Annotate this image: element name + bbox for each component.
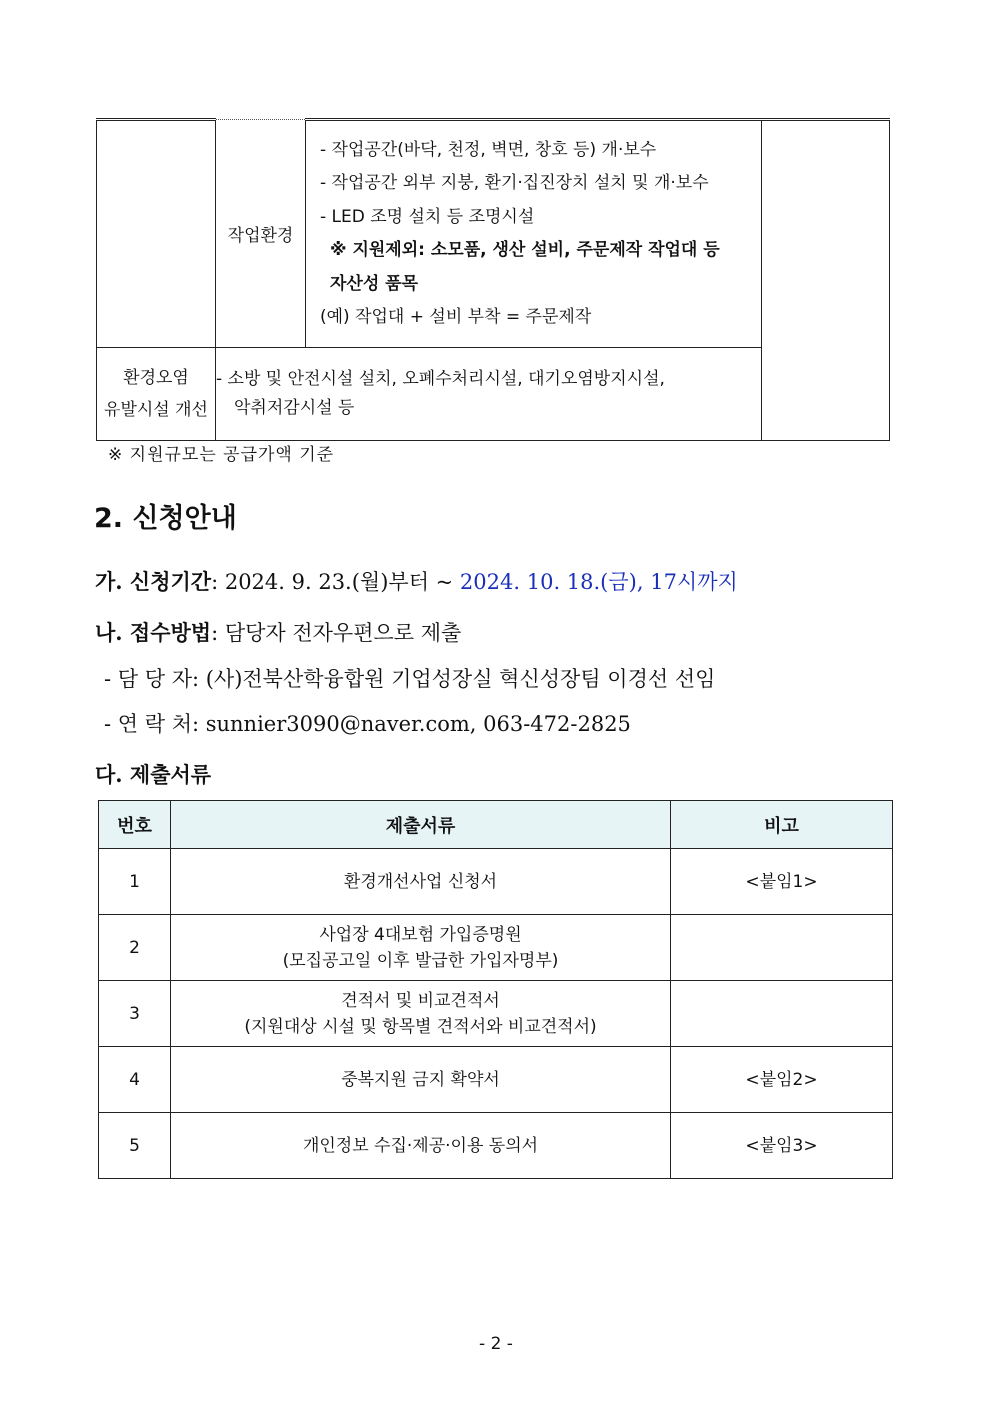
row-number: 1 [99, 849, 171, 915]
row-note: <붙임1> [671, 849, 893, 915]
row-document: 환경개선사업 신청서 [171, 849, 671, 915]
document-line: (모집공고일 이후 발급한 가입자명부) [282, 950, 559, 971]
work-environment-row [97, 120, 890, 348]
submission-docs-table [98, 800, 893, 1179]
period-sep: : [211, 570, 225, 594]
row-note [671, 915, 893, 981]
note-cell-empty [762, 120, 890, 441]
page-number: - 2 - [479, 1334, 513, 1354]
header-number: 번호 [99, 801, 171, 849]
document-line: 사업장 4대보험 가입증명원 [319, 924, 522, 945]
method-label: 나. 접수방법 [95, 620, 212, 645]
subcategory-cell: 작업환경 [216, 120, 306, 348]
manager-line: - 담 당 자: (사)전북산학융합원 기업성장실 혁신성장팀 이경선 선임 [104, 667, 716, 691]
row-note [671, 981, 893, 1047]
row-number: 2 [99, 915, 171, 981]
document-line: (지원대상 시설 및 항목별 견적서와 비교견적서) [244, 1016, 597, 1037]
table-row [99, 1047, 893, 1113]
period-start: 2024. 9. 23.(월)부터 ~ [224, 570, 460, 594]
row-document [171, 915, 671, 981]
table-row [99, 981, 893, 1047]
exclusion-line: ※ 지원제외: 소모품, 생산 설비, 주문제작 작업대 등 [330, 240, 720, 260]
row-document: 개인정보 수집·제공·이용 동의서 [171, 1113, 671, 1179]
exclusion-line: 자산성 품목 [330, 273, 419, 294]
row-document [171, 981, 671, 1047]
table-row [99, 915, 893, 981]
header-note: 비고 [671, 801, 893, 849]
description-cell [216, 348, 762, 441]
contact-line: - 연 락 처: sunnier3090@naver.com, 063-472-2825 [104, 712, 631, 736]
application-period [95, 566, 738, 596]
row-note: <붙임3> [671, 1113, 893, 1179]
support-scope-table [96, 118, 890, 441]
category-line: 유발시설 개선 [104, 400, 208, 420]
category-cell-empty [97, 120, 216, 348]
method-text: : 담당자 전자우편으로 제출 [211, 621, 462, 645]
item-line: - 소방 및 안전시설 설치, 오폐수처리시설, 대기오염방지시설, [216, 369, 665, 389]
table-row [99, 1113, 893, 1179]
row-number: 5 [99, 1113, 171, 1179]
document-line: 견적서 및 비교견적서 [341, 990, 500, 1011]
row-number: 3 [99, 981, 171, 1047]
docs-heading [95, 759, 211, 789]
period-end: 2024. 10. 18.(금), 17시까지 [459, 570, 738, 594]
category-line: 환경오염 [123, 368, 189, 388]
header-document: 제출서류 [171, 801, 671, 849]
row-document: 중복지원 금지 확약서 [171, 1047, 671, 1113]
description-cell [306, 120, 762, 348]
section-title: 2. 신청안내 [94, 503, 237, 534]
item-line: - 작업공간 외부 지붕, 환기·집진장치 설치 및 개·보수 [320, 173, 709, 193]
row-number: 4 [99, 1047, 171, 1113]
item-line: 악취저감시설 등 [234, 398, 355, 418]
docs-label: 다. 제출서류 [95, 762, 212, 787]
item-line: - 작업공간(바닥, 천정, 벽면, 창호 등) 개·보수 [320, 139, 657, 160]
example-line: (예) 작업대 + 설비 부착 = 주문제작 [320, 307, 592, 327]
table-header-row [99, 801, 893, 849]
table-row [99, 849, 893, 915]
submission-method [95, 617, 461, 647]
period-label: 가. 신청기간 [95, 569, 212, 594]
row-note: <붙임2> [671, 1047, 893, 1113]
item-line: - LED 조명 설치 등 조명시설 [320, 206, 535, 227]
footnote: ※ 지원규모는 공급가액 기준 [108, 445, 335, 465]
category-cell [97, 348, 216, 441]
